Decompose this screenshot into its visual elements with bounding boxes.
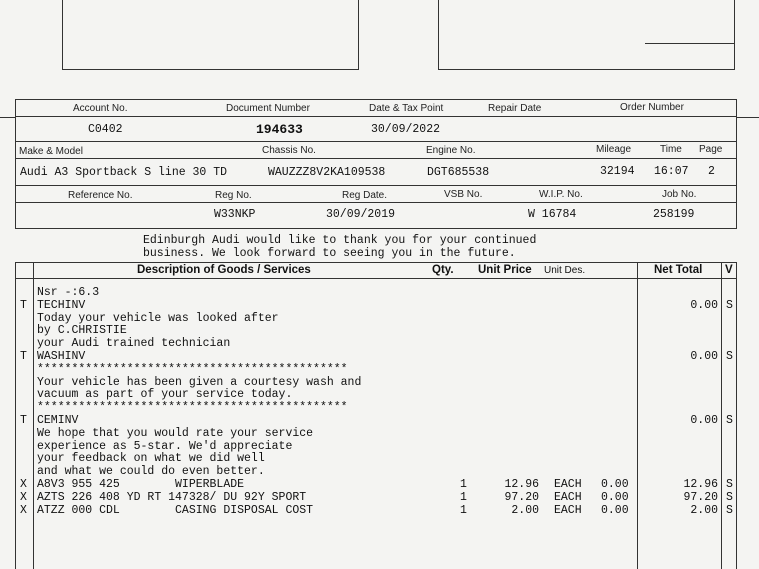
table-net-col-end [721,262,722,569]
make-model-value: Audi A3 Sportback S line 30 TD [20,166,228,179]
line-description: Your vehicle has been given a courtesy wash and [37,375,362,389]
line-description: A8V3 955 425 WIPERBLADE [37,478,245,491]
col-description: Description of Goods / Services [137,264,311,276]
line-flag: X [20,490,27,504]
thanks-line-1: Edinburgh Audi would like to thank you for your continued [143,234,537,247]
line-description: and what we could do even better. [37,465,265,479]
table-flag-col [33,262,34,569]
table-left-edge [15,262,16,569]
line-qty: 1 [460,478,467,491]
header-row-account-divider [15,116,737,117]
header-row-vehicle-divider [15,158,737,159]
line-net-total: 0.00 [690,350,718,363]
line-description: ATZZ 000 CDL CASING DISPOSAL COST [37,503,314,517]
col-unit-price: Unit Price [478,264,532,276]
make-model-label: Make & Model [19,146,83,157]
table-right-edge [736,262,737,569]
col-unit-des: Unit Des. [544,265,586,276]
line-vat: S [726,298,733,312]
time-label: Time [660,144,682,155]
time-value: 16:07 [654,165,689,178]
line-net-total: 2.00 [690,503,718,517]
engine-no-value: DGT685538 [427,166,490,179]
reg-date-value: 30/09/2019 [326,208,396,221]
line-description: ********************************************* [37,362,348,376]
date-tax-point-label: Date & Tax Point [369,103,444,114]
engine-no-label: Engine No. [426,145,476,156]
line-net-total: 12.96 [683,478,718,491]
col-qty: Qty. [432,264,454,276]
chassis-no-value: WAUZZZ8V2KA109538 [268,166,386,179]
document-number-value: 194633 [256,122,303,137]
line-flag: T [20,298,27,312]
line-vat: S [726,478,733,491]
line-description: We hope that you would rate your service [37,426,314,440]
line-discount: 0.00 [601,490,629,504]
order-number-label: Order Number [620,102,684,113]
job-no-value: 258199 [653,208,695,221]
line-unit-price: 2.00 [511,503,539,517]
line-description: Nsr -:6.3 [37,286,100,299]
line-unit: EACH [554,503,582,517]
line-unit: EACH [554,478,582,491]
line-unit: EACH [554,490,582,504]
line-qty: 1 [460,503,467,517]
wip-no-label: W.I.P. No. [539,189,583,200]
line-flag: X [20,503,27,517]
line-net-total: 0.00 [690,414,718,427]
line-qty: 1 [460,490,467,504]
page-label: Page [699,144,723,155]
thanks-line-2: business. We look forward to seeing you in the future. [143,247,516,260]
mileage-label: Mileage [596,144,632,155]
table-top-rule [15,262,737,263]
line-flag: T [20,414,27,427]
line-description: CEMINV [37,414,79,427]
line-description: TECHINV [37,298,86,312]
line-description: your Audi trained technician [37,337,231,351]
table-desc-col-end [637,262,638,569]
line-vat: S [726,490,733,504]
margin-rule-right [736,117,759,118]
line-description: experience as 5-star. We'd appreciate [37,439,293,453]
line-description: WASHINV [37,350,86,363]
line-vat: S [726,503,733,517]
date-tax-point-value: 30/09/2022 [371,123,441,136]
wip-no-value: W 16784 [528,208,577,221]
margin-rule [0,117,15,118]
line-vat: S [726,414,733,427]
reg-no-label: Reg No. [215,190,252,201]
line-discount: 0.00 [601,503,629,517]
header-row-reference-divider [15,202,737,203]
chassis-no-label: Chassis No. [262,145,316,156]
line-flag: X [20,478,27,491]
line-net-total: 97.20 [683,490,718,504]
col-vat: V [725,264,733,276]
top-right-address-box [438,0,735,70]
line-description: vacuum as part of your service today. [37,388,293,402]
line-vat: S [726,350,733,363]
reg-date-label: Reg Date. [342,190,388,201]
mileage-value: 32194 [600,165,635,178]
reference-no-label: Reference No. [68,190,133,201]
line-flag: T [20,350,27,363]
line-discount: 0.00 [601,478,629,491]
page-value: 2 [708,165,715,178]
line-net-total: 0.00 [690,298,718,312]
col-net-total: Net Total [654,264,703,276]
line-description: AZTS 226 408 YD RT 147328/ DU 92Y SPORT [37,490,307,504]
line-description: Today your vehicle was looked after [37,311,279,325]
repair-date-label: Repair Date [488,103,542,114]
account-no-value: C0402 [88,123,123,136]
line-description: by C.CHRISTIE [37,324,127,338]
account-no-label: Account No. [73,103,128,114]
table-header-rule [15,278,737,279]
document-number-label: Document Number [226,103,310,114]
vsb-no-label: VSB No. [444,189,483,200]
line-description: ********************************************* [37,401,348,415]
reg-no-value: W33NKP [214,208,256,221]
line-unit-price: 97.20 [504,490,539,504]
top-right-rule [645,43,735,44]
job-no-label: Job No. [662,189,697,200]
top-left-address-box [62,0,359,70]
line-description: your feedback on what we did well [37,452,265,466]
line-unit-price: 12.96 [504,478,539,491]
